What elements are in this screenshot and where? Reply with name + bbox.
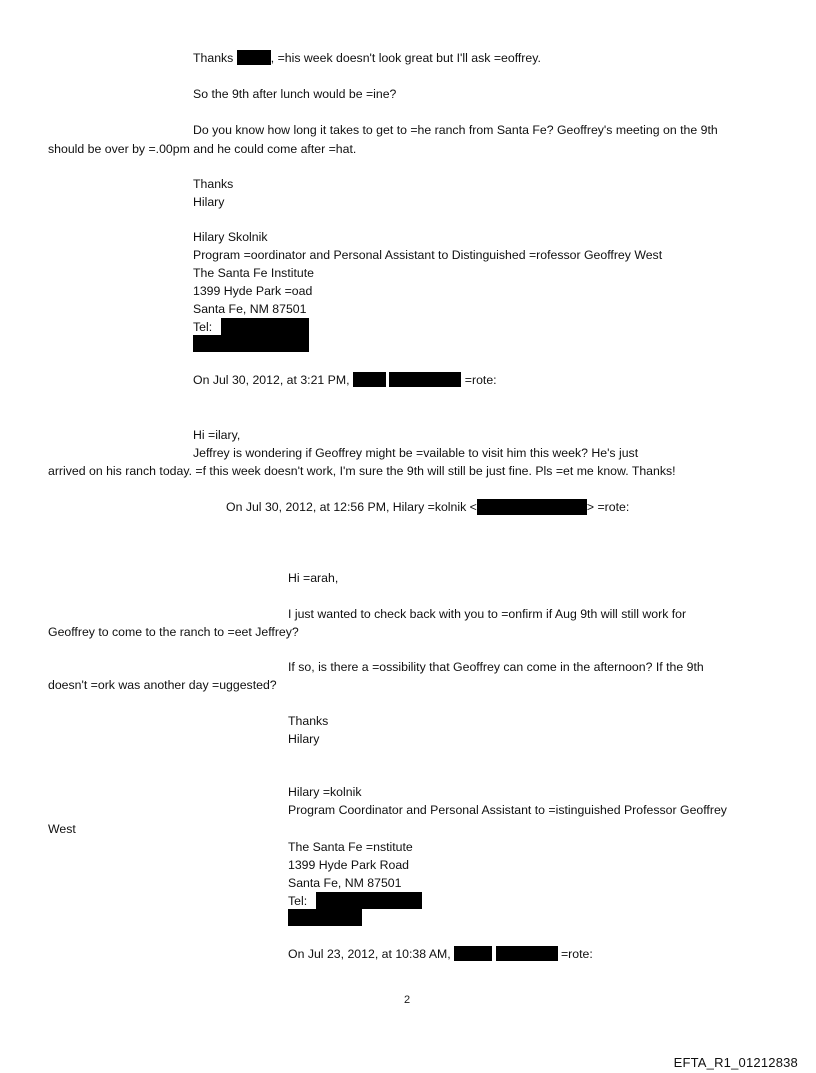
reply-header-3 <box>288 945 593 963</box>
redaction-bar-phone-4 <box>288 909 362 926</box>
signature3-organization: The Santa Fe =nstitute <box>288 840 413 854</box>
paragraph-ranch-travel-line2: should be over by =.00pm and he could come after =hat. <box>48 142 357 156</box>
reply-header-1-post: =rote: <box>461 373 497 387</box>
quote1-line2: arrived on his ranch today. =f this week doesn't work, I'm sure the 9th will still be just fine. Pls =et me know. Thanks! <box>48 464 676 478</box>
redaction-bar-sender3-first <box>454 946 492 961</box>
quote1-greeting: Hi =ilary, <box>193 428 241 442</box>
signature-title: Program =oordinator and Personal Assistant to Distinguished =rofessor Geoffrey West <box>193 248 663 262</box>
quote2-p1-line2: Geoffrey to come to the ranch to =eet Jeffrey? <box>48 625 299 639</box>
bates-number: EFTA_R1_01212838 <box>673 1055 798 1070</box>
reply-header-2-pre: On Jul 30, 2012, at 12:56 PM, Hilary =kolnik < <box>226 500 477 514</box>
redaction-bar-sender-last <box>389 372 461 387</box>
signature3-title-line2: West <box>48 822 76 836</box>
reply-header-3-pre: On Jul 23, 2012, at 10:38 AM, <box>288 947 455 961</box>
signature-thanks: Thanks <box>193 177 234 191</box>
paragraph-thanks <box>193 49 541 67</box>
redaction-bar-phone <box>221 318 309 335</box>
signature-tel-label: Tel: <box>193 320 213 334</box>
signature3-tel-label: Tel: <box>288 894 308 908</box>
redaction-bar-phone-2 <box>193 335 309 352</box>
quote2-thanks: Thanks <box>288 714 329 728</box>
reply-header-1 <box>193 371 497 389</box>
paragraph-ninth-after-lunch: So the 9th after lunch would be =ine? <box>193 87 397 101</box>
signature-city-state-zip: Santa Fe, NM 87501 <box>193 302 307 316</box>
redaction-bar <box>237 50 271 65</box>
quote1-line1: Jeffrey is wondering if Geoffrey might be =vailable to visit him this week? He's just <box>193 446 639 460</box>
signature-name: Hilary <box>193 195 225 209</box>
paragraph-thanks-post: , =his week doesn't look great but I'll ask =eoffrey. <box>270 51 541 65</box>
redaction-bar-sender-first <box>353 372 386 387</box>
reply-header-2-post: =rote: <box>597 500 630 514</box>
redaction-bar-email <box>477 499 587 515</box>
redaction-bar-sender3-last <box>496 946 558 961</box>
quote2-p2-line2: doesn't =ork was another day =uggested? <box>48 678 277 692</box>
quote2-p1-line1: I just wanted to check back with you to =onfirm if Aug 9th will still work for <box>288 607 687 621</box>
quote2-name: Hilary <box>288 732 320 746</box>
quote2-p2-line1: If so, is there a =ossibility that Geoffrey can come in the afternoon? If the 9th <box>288 660 704 674</box>
reply-header-1-pre: On Jul 30, 2012, at 3:21 PM, <box>193 373 353 387</box>
signature-full-name: Hilary Skolnik <box>193 230 268 244</box>
signature3-title-line1: Program Coordinator and Personal Assistant to =istinguished Professor Geoffrey <box>288 803 727 817</box>
signature3-city-state-zip: Santa Fe, NM 87501 <box>288 876 402 890</box>
reply-header-2-mid: > <box>586 500 598 514</box>
reply-header-2 <box>226 498 629 516</box>
reply-header-3-post: =rote: <box>557 947 593 961</box>
paragraph-ranch-travel-line1: Do you know how long it takes to get to =he ranch from Santa Fe? Geoffrey's meeting on the 9th <box>193 123 718 137</box>
signature-street: 1399 Hyde Park =oad <box>193 284 313 298</box>
redaction-bar-phone-3 <box>316 892 422 909</box>
quote2-greeting: Hi =arah, <box>288 571 339 585</box>
signature3-street: 1399 Hyde Park Road <box>288 858 409 872</box>
signature3-full-name: Hilary =kolnik <box>288 785 362 799</box>
paragraph-thanks-pre: Thanks <box>193 51 237 65</box>
page-number: 2 <box>404 994 411 1006</box>
signature-organization: The Santa Fe Institute <box>193 266 314 280</box>
